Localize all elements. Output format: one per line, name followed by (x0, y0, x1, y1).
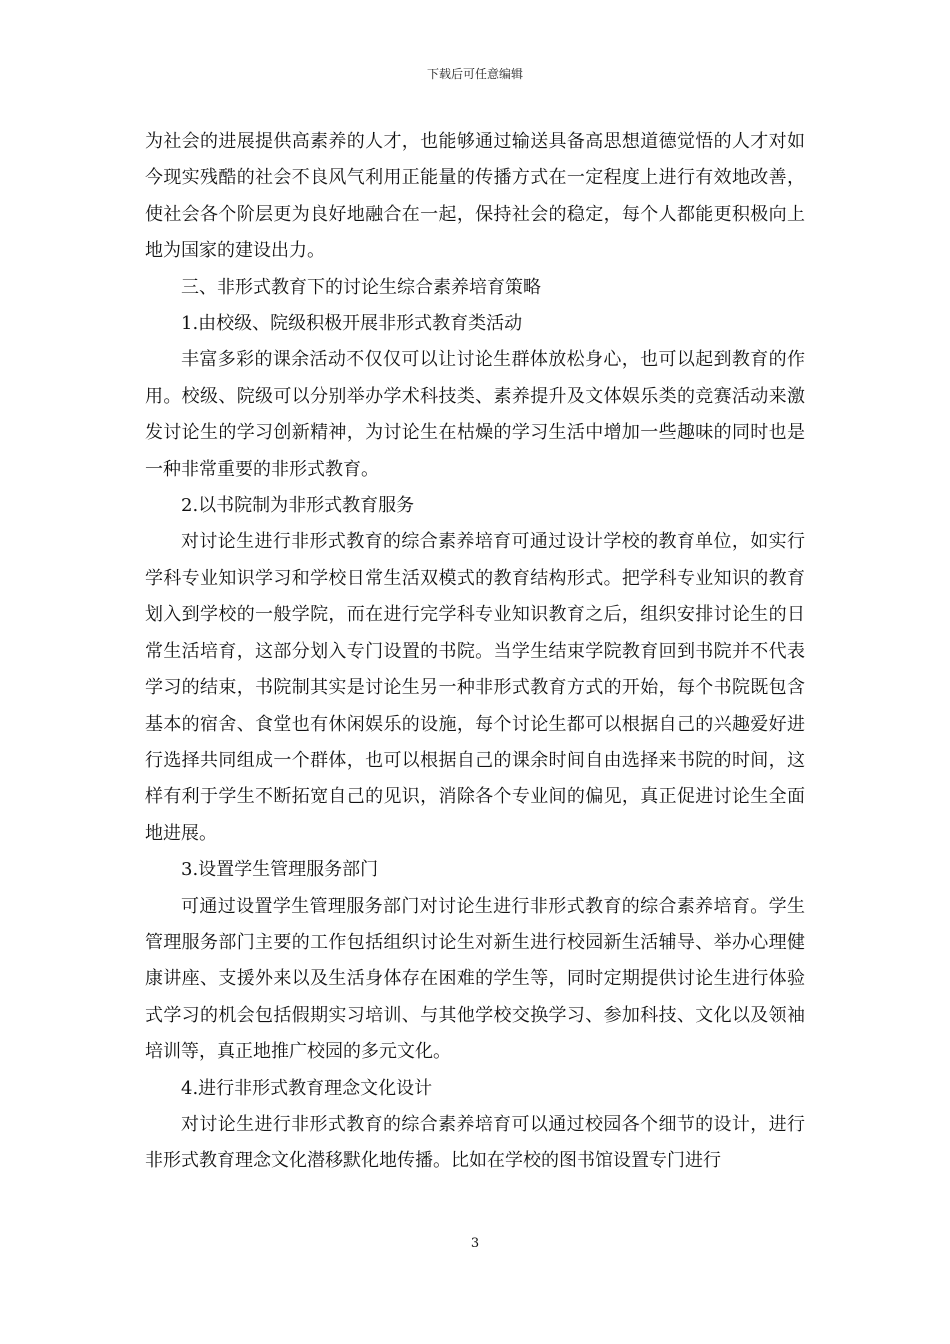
subheading-3: 3.设置学生管理服务部门 (181, 859, 379, 881)
paragraph-4: 对讨论生进行非形式教育的综合素养培育可以通过校园各个细节的设计，进行非形式教育理念文化潜移默化地传播。比如在学校的图书馆设置专门进行 (145, 1113, 805, 1172)
page-number: 3 (470, 1236, 480, 1251)
subheading-1: 1.由校级、院级积极开展非形式教育类活动 (181, 313, 523, 335)
section-heading: 三、非形式教育下的讨论生综合素养培育策略 (181, 276, 541, 298)
subheading-2: 2.以书院制为非形式教育服务 (181, 495, 415, 517)
paragraph-continuation: 为社会的进展提供高素养的人才，也能够通过输送具备高思想道德觉悟的人才对如今现实残酷的社会不良风气利用正能量的传播方式在一定程度上进行有效地改善，使社会各个阶层更为良好地融合在一起，保持社会的稳定，每个人都能更积极向上地为国家的建设出力。 (145, 131, 805, 262)
document-body (145, 124, 805, 1180)
paragraph-1: 丰富多彩的课余活动不仅仅可以让讨论生群体放松身心，也可以起到教育的作用。校级、院级可以分别举办学术科技类、素养提升及文体娱乐类的竞赛活动来激发讨论生的学习创新精神，为讨论生在枯燥的学习生活中增加一些趣味的同时也是一种非常重要的非形式教育。 (145, 349, 805, 480)
subheading-4: 4.进行非形式教育理念文化设计 (181, 1077, 433, 1099)
page-header: 下载后可任意编辑 (426, 67, 523, 81)
paragraph-2: 对讨论生进行非形式教育的综合素养培育可通过设计学校的教育单位，如实行学科专业知识学习和学校日常生活双模式的教育结构形式。把学科专业知识的教育划入到学校的一般学院，而在进行完学科专业知识教育之后，组织安排讨论生的日常生活培育，这部分划入专门设置的书院。当学生结束学院教育回到书院并不代表学习的结束，书院制其实是讨论生另一种非形式教育方式的开始，每个书院既包含基本的宿舍、食堂也有休闲娱乐的设施，每个讨论生都可以根据自己的兴趣爱好进行选择共同组成一个群体，也可以根据自己的课余时间自由选择来书院的时间，这样有利于学生不断拓宽自己的见识，消除各个专业间的偏见，真正促进讨论生全面地进展。 (145, 531, 805, 844)
paragraph-3: 可通过设置学生管理服务部门对讨论生进行非形式教育的综合素养培育。学生管理服务部门主要的工作包括组织讨论生对新生进行校园新生活辅导、举办心理健康讲座、支援外来以及生活身体存在困难的学生等，同时定期提供讨论生进行体验式学习的机会包括假期实习培训、与其他学校交换学习、参加科技、文化以及领袖培训等，真正地推广校园的多元文化。 (145, 895, 805, 1063)
